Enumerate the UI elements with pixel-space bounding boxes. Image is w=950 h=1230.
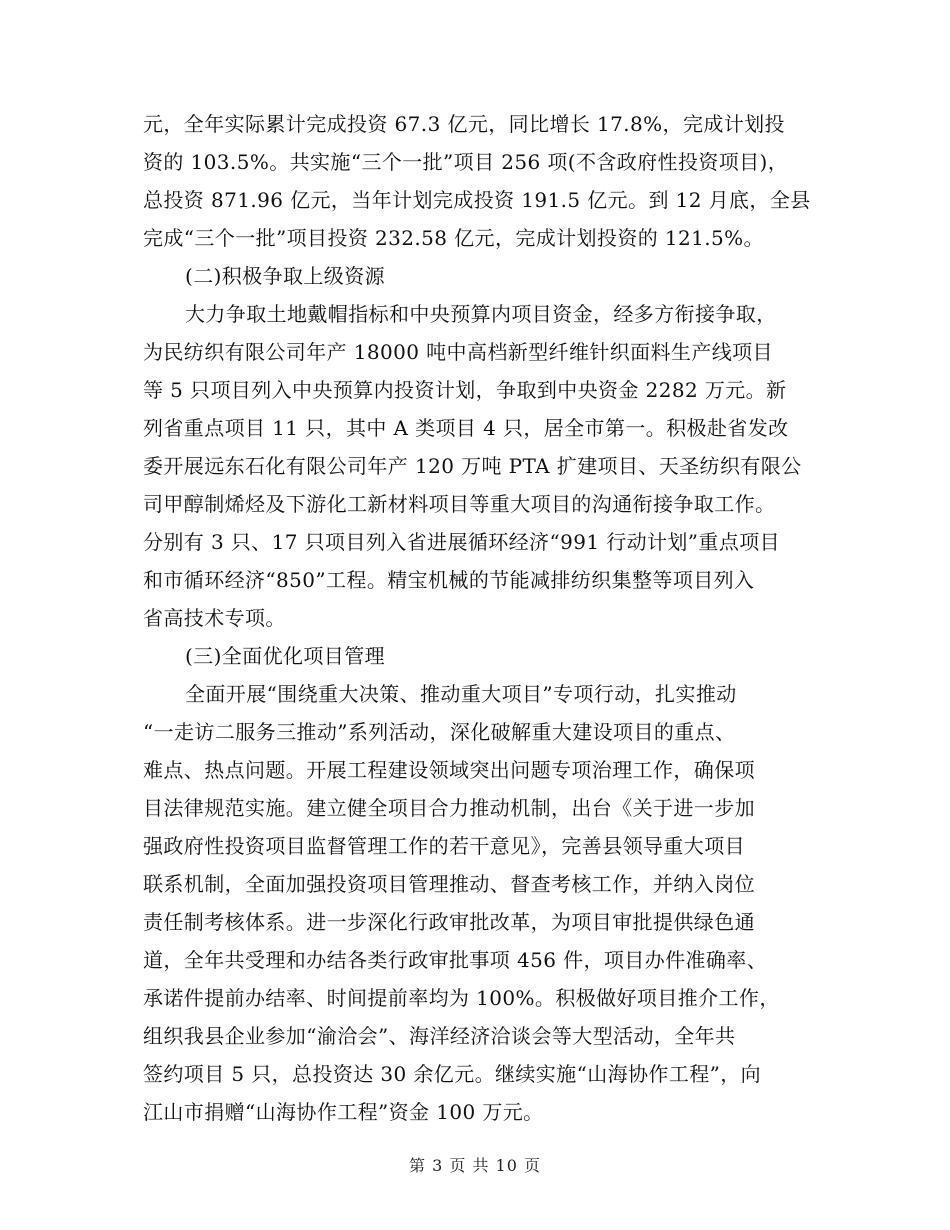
- paragraph-line: 分别有 3 只、17 只项目列入省进展循环经济“991 行动计划”重点项目: [143, 530, 781, 554]
- section-heading: (二)积极争取上级资源: [185, 264, 386, 288]
- paragraph-line: 责任制考核体系。进一步深化行政审批改革，为项目审批提供绿色通: [143, 910, 755, 934]
- paragraph-line: 签约项目 5 只，总投资达 30 余亿元。继续实施“山海协作工程”，向: [143, 1062, 762, 1086]
- paragraph-line: 等 5 只项目列入中央预算内投资计划，争取到中央资金 2282 万元。新: [143, 378, 787, 402]
- document-body: [143, 105, 813, 1131]
- page-footer: 第 3 页 共 10 页: [409, 1156, 541, 1175]
- paragraph-line: 江山市捐赠“山海协作工程”资金 100 万元。: [143, 1100, 544, 1124]
- paragraph-line: 目法律规范实施。建立健全项目合力推动机制，出台《关于进一步加: [143, 796, 755, 820]
- paragraph-line: 完成“三个一批”项目投资 232.58 亿元，完成计划投资的 121.5%。: [143, 226, 764, 250]
- paragraph-line: 列省重点项目 11 只，其中 A 类项目 4 只，居全市第一。积极赴省发改: [143, 416, 789, 440]
- paragraph-line: 和市循环经济“850”工程。精宝机械的节能减排纺织集整等项目列入: [143, 568, 755, 592]
- paragraph-line: 委开展远东石化有限公司年产 120 万吨 PTA 扩建项目、天圣纺织有限公: [143, 454, 802, 478]
- paragraph-line: 元，全年实际累计完成投资 67.3 亿元，同比增长 17.8%，完成计划投: [143, 112, 785, 136]
- paragraph-line: “一走访二服务三推动”系列活动，深化破解重大建设项目的重点、: [143, 720, 736, 744]
- paragraph-line: 总投资 871.96 亿元，当年计划完成投资 191.5 亿元。到 12 月底，全县: [143, 188, 811, 212]
- paragraph-line: 组织我县企业参加“渝洽会”、海洋经济洽谈会等大型活动，全年共: [143, 1024, 736, 1048]
- paragraph-line: 联系机制，全面加强投资项目管理推动、督查考核工作，并纳入岗位: [143, 872, 755, 896]
- section-heading: (三)全面优化项目管理: [185, 644, 386, 668]
- paragraph-line: 为民纺织有限公司年产 18000 吨中高档新型纤维针织面料生产线项目: [143, 340, 773, 364]
- paragraph-line: 资的 103.5%。共实施“三个一批”项目 256 项(不含政府性投资项目)，: [143, 150, 789, 174]
- paragraph-line: 道，全年共受理和办结各类行政审批事项 456 件，项目办件准确率、: [143, 948, 768, 972]
- paragraph-line: 司甲醇制烯烃及下游化工新材料项目等重大项目的沟通衔接争取工作。: [143, 492, 776, 516]
- paragraph-line: 全面开展“围绕重大决策、推动重大项目”专项行动，扎实推动: [185, 682, 737, 706]
- paragraph-line: 承诺件提前办结率、时间提前率均为 100%。积极做好项目推介工作，: [143, 986, 780, 1010]
- paragraph-line: 难点、热点问题。开展工程建设领域突出问题专项治理工作，确保项: [143, 758, 755, 782]
- paragraph-line: 强政府性投资项目监督管理工作的若干意见》，完善县领导重大项目: [143, 834, 745, 858]
- paragraph-line: 省高技术专项。: [143, 606, 286, 630]
- paragraph-line: 大力争取土地戴帽指标和中央预算内项目资金，经多方衔接争取，: [185, 302, 777, 326]
